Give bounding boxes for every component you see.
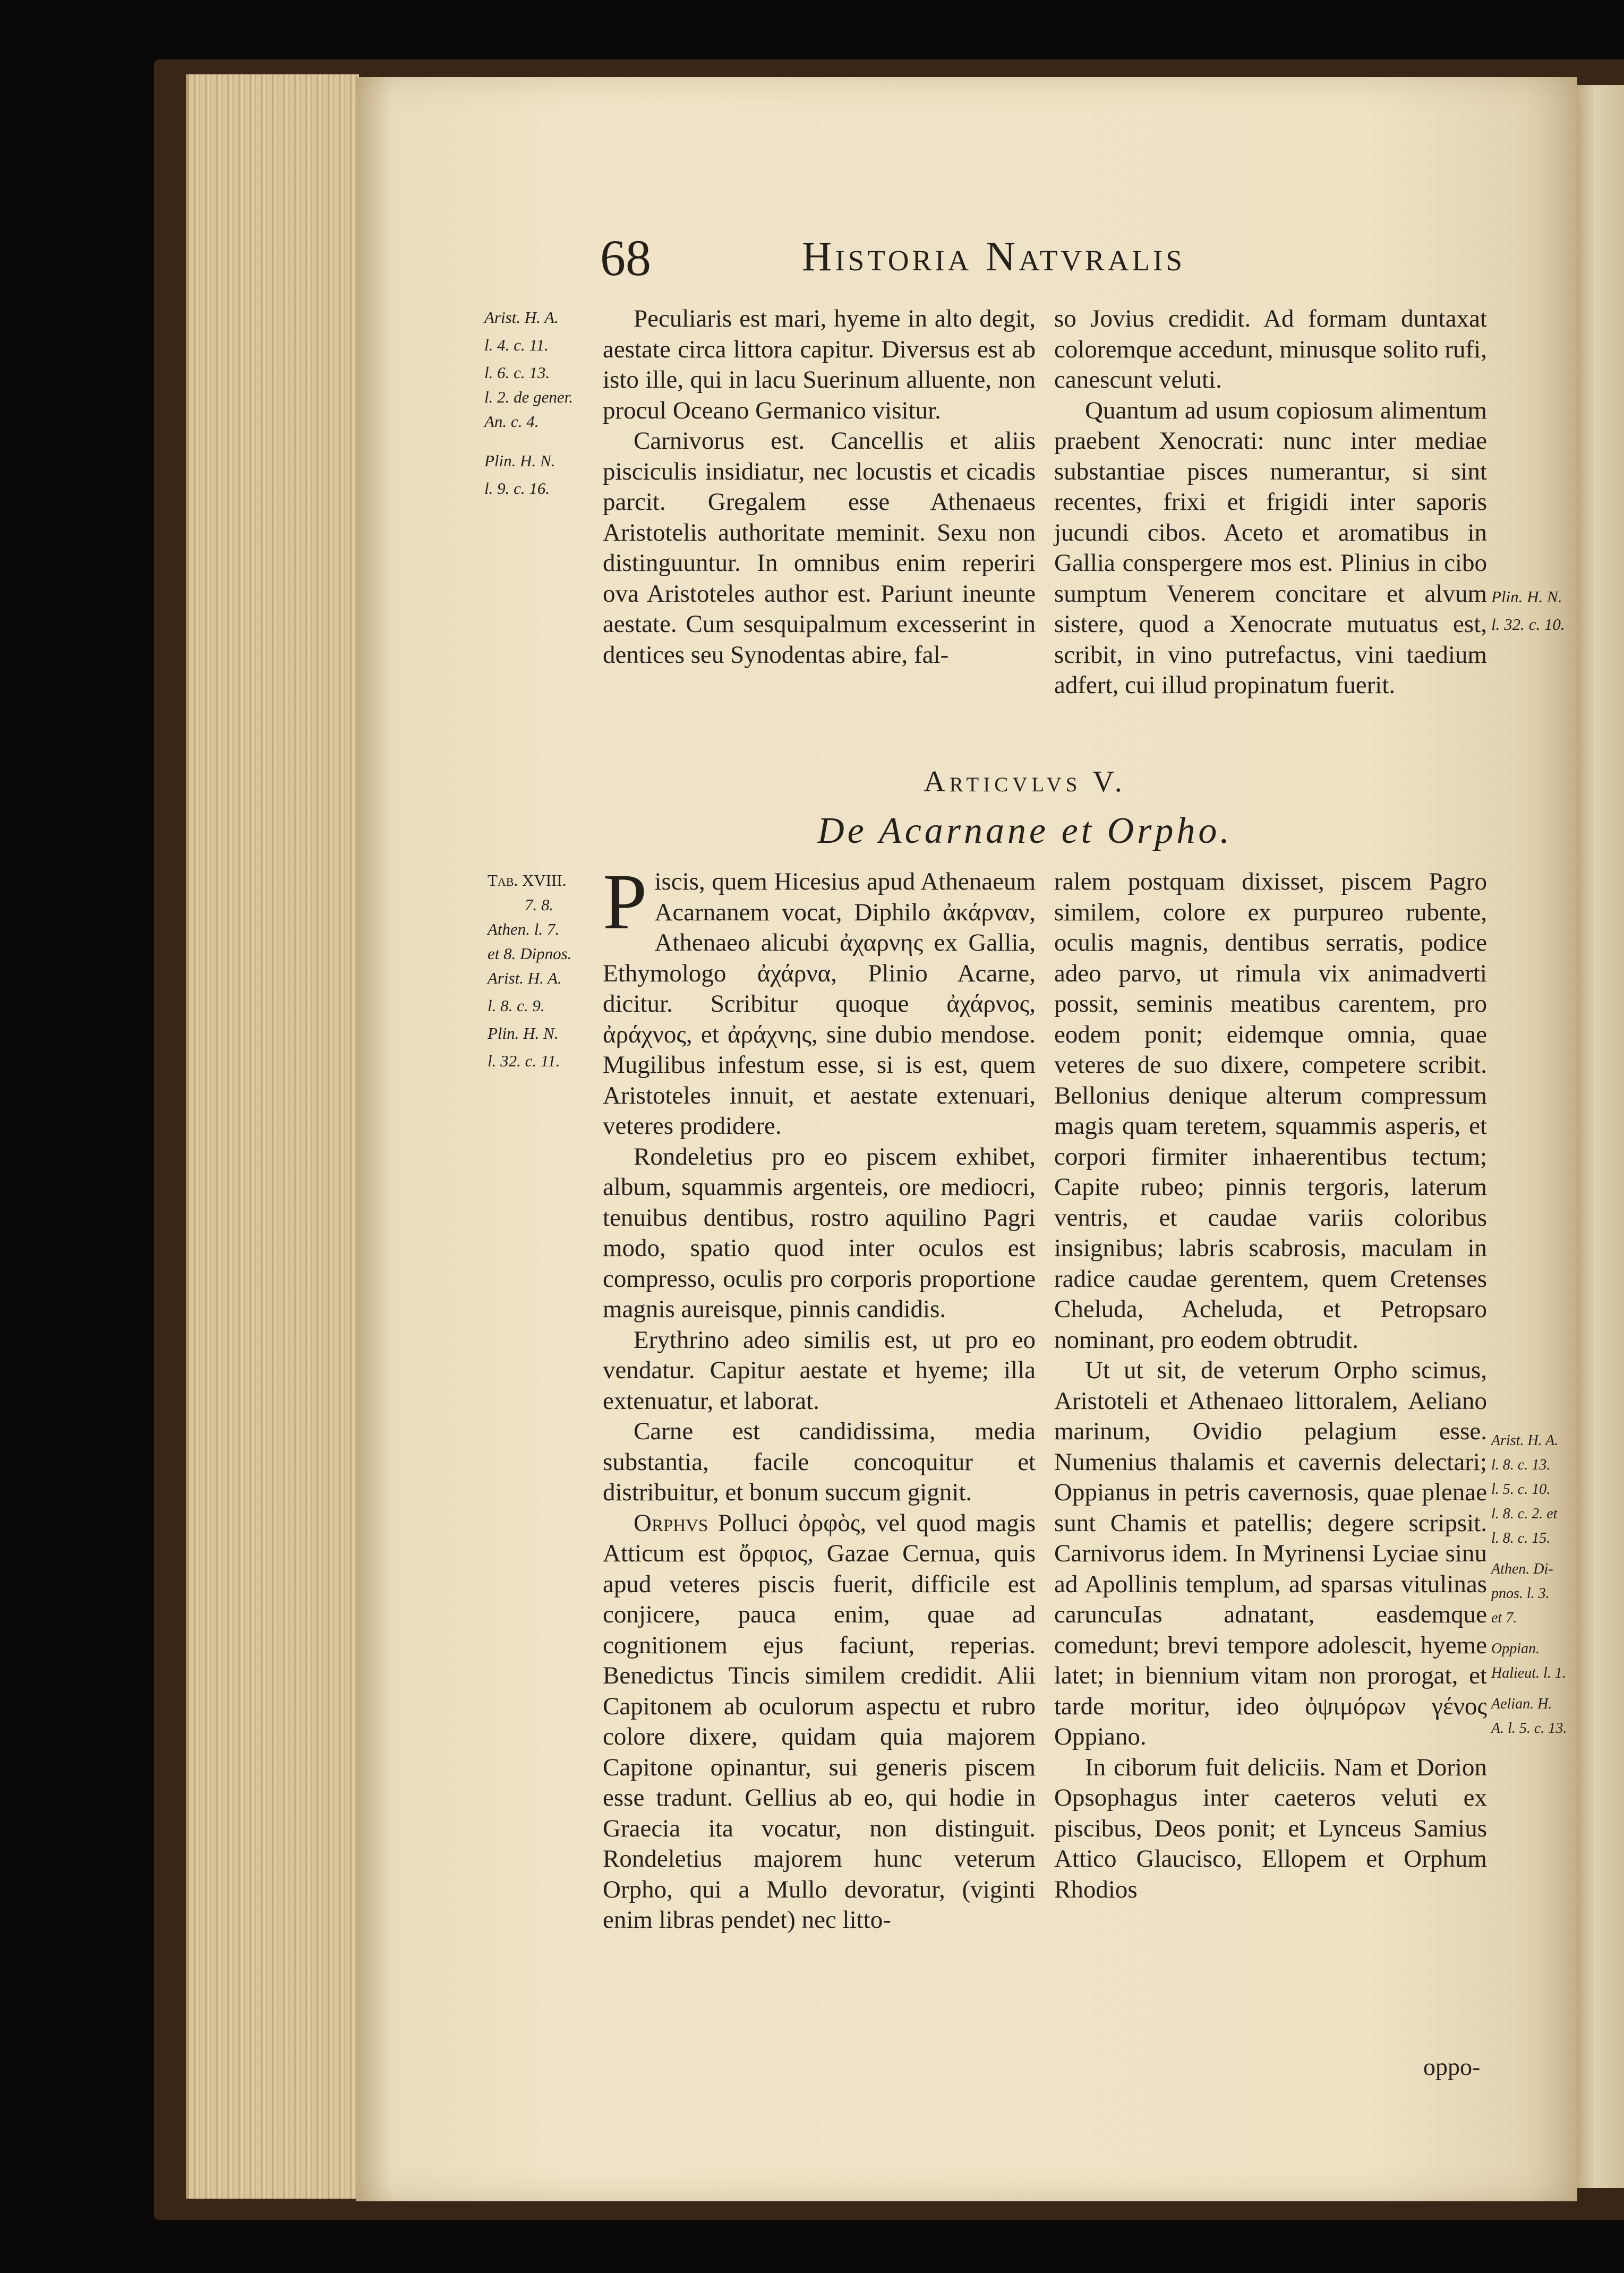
margin-note: An. c. 4. [484,412,539,431]
paragraph-text: Polluci ὀρφὸς, vel quod magis Atticum est ὄρφιος, Gazae Cernua, quis apud veteres piscis fuerit, difficile est conjicere, pauca enim, quae ad cognitionem ejus faciunt, reperias. Benedictus Tincis similem credidit. Alii Capitonem ab oculorum aspectu et rubro colore dixere, quidam quia majorem Capitone opinantur, sui generis piscem esse tradunt. Gellius ab eo, qui hodie in Graecia ita vocatur, non distinguit. Rondeletius majorem hunc veterum Orpho, qui a Mullo devoratur, (viginti enim libras pendet) nec litto- [603,1509,1036,1934]
paragraph [603,1508,1036,1936]
section-lead: Orphvs [634,1509,708,1537]
margin-notes-left-article [488,867,571,1075]
margin-note: l. 8. c. 2. et [1491,1506,1558,1522]
catchword: oppo- [1423,2053,1481,2080]
margin-note: l. 32. c. 11. [488,1052,560,1070]
running-head [595,228,1285,292]
facing-page [1575,85,1624,2188]
paragraph [603,858,1036,1142]
margin-note: pnos. l. 3. [1491,1585,1550,1602]
margin-note: Tab. XVIII. [488,871,567,890]
margin-note: l. 32. c. 10. [1491,615,1565,634]
margin-note: Oppian. [1491,1640,1540,1657]
paragraph: Carne est candidissima, media substantia, facile concoquitur et distribuitur, et bonum succum gignit. [603,1417,1036,1506]
margin-note: Arist. H. A. [484,308,559,327]
paragraph: In ciborum fuit deliciis. Nam et Dorion Opsophagus inter caeteros veluti ex piscibus, Deos ponit; et Lynceus Samius Attico Glaucisco, Ellopem et Orphum Rhodios [1054,1753,1487,1903]
paragraph: Peculiaris est mari, hyeme in alto degit, aestate circa littora capitur. Diversus est ab isto ille, qui in lacu Suerinum alluente, non procul Oceano Germanico visitur. [603,305,1036,424]
margin-note: l. 2. de gener. [484,388,574,406]
margin-note: l. 6. c. 13. [484,363,550,382]
paragraph: Carnivorus est. Cancellis et aliis pisciculis insidiatur, nec locustis et cicadis parcit. Gregalem esse Athenaeus Aristotelis authoritate meminit. Sexu non distinguuntur. In omnibus enim reperiri ova Aristoteles author est. Pariunt ineunte aestate. Cum sesquipalmum excesserint in dentices seu Synodentas abire, fal- [603,427,1036,669]
column-right-top [1054,304,1487,701]
margin-notes-right-article [1491,1429,1567,1741]
page-edges [186,74,359,2199]
margin-note: Athen. l. 7. [488,920,560,938]
margin-note: l. 9. c. 16. [484,479,550,498]
column-right-article [1054,867,1487,1905]
margin-notes-left-top [484,304,573,502]
margin-note: Athen. Di- [1491,1561,1553,1577]
margin-note: l. 8. c. 13. [1491,1457,1551,1473]
margin-note: et 7. [1491,1610,1517,1626]
paragraph-text: iscis, quem Hicesius apud Athenaeum Acarnanem vocat, Diphilo ἀκάρναν, Athenaeo alicubi ἀχαρνης ex Gallia, Ethymologo ἀχάρνα, Plinio Acarne, dicitur. Scribitur quoque ἀχάρνος, ἀράχνος, et ἀράχνης, sine dubio mendose. Mugilibus infestum esse, si is est, quem Aristoteles innuit, et aestate extenuari, veteres prodidere. [603,868,1036,1140]
margin-note: et 8. Dipnos. [488,944,572,963]
paragraph: ralem postquam dixisset, piscem Pagro similem, colore ex purpureo rubente, oculis magnis, dentibus serratis, podice adeo parvo, ut rimula vix animadverti possit, seminis meatibus carentem, pro eodem ponit; eidemque omnia, quae veteres de suo dixere, competere scribit. Bellonius denique alterum compressum magis quam teretem, squammis asperis, et corpori firmiter inhaerentibus tectum; Capite rubeo; pinnis tergoris, laterum ventris, et caudae variis coloribus insignibus; labris scabrosis, maculam in radice caudae gerentem, quem Cretenses Cheluda, Acheluda, et Petropsaro nominant, pro eodem obtrudit. [1054,868,1487,1354]
paragraph: so Jovius credidit. Ad formam duntaxat coloremque accedunt, minusque solito rufi, canescunt veluti. [1054,305,1487,394]
drop-cap: P [603,858,647,946]
margin-note: Arist. H. A. [1491,1432,1559,1449]
margin-note: Arist. H. A. [488,969,562,987]
paragraph: Quantum ad usum copiosum alimentum praebent Xenocrati: nunc inter mediae substantiae pisces numerantur, si sint recentes, frixi et frigidi inter saporis jucundi cibos. Aceto et aromatibus in Gallia conspergere mos est. Plinius in cibo sumptum Venerem concitare et alvum sistere, quod a Xenocrate mutuatus est, scribit, in vino putrefactus, vini taedium adfert, cui illud propinatum fuerit. [1054,396,1487,699]
margin-note: A. l. 5. c. 13. [1491,1720,1567,1737]
margin-note: l. 4. c. 11. [484,336,549,354]
column-left-top [603,304,1036,670]
margin-note: Aelian. H. [1491,1696,1552,1712]
margin-notes-right-top [1491,583,1565,638]
article-subtitle: De Acarnane et Orpho. [817,810,1233,851]
margin-note: Halieut. l. 1. [1491,1665,1566,1681]
page-number: 68 [600,229,651,286]
article-heading: Articvlvs V. [924,765,1126,798]
running-title: Historia Natvralis [802,233,1185,279]
margin-note: Plin. H. N. [484,451,555,470]
paragraph: Ut ut sit, de veterum Orpho scimus, Aristoteli et Athenaeo littoralem, Aeliano marinum, Ovidio pelagium esse. Numenius thalamis et cavernis delectari; Oppianus in petris cavernosis, quae plenae sunt Chamis et patellis; degere scripsit. Carnivorus idem. In Myrinensi Lyciae sinu ad Apollinis templum, ad sparsas vitulinas caruncuIas adnatant, easdemque comedunt; brevi tempore adolescit, hyeme latet; in biennium vitam non prorogat, et tarde moritur, ideo ὀψιμόρων γένος Oppiano. [1054,1356,1487,1750]
margin-note: l. 8. c. 9. [488,996,545,1015]
margin-note: l. 5. c. 10. [1491,1481,1551,1498]
paragraph: Erythrino adeo similis est, ut pro eo vendatur. Capitur aestate et hyeme; illa extenuatur, et laborat. [603,1326,1036,1415]
paragraph: Rondeletius pro eo piscem exhibet, album, squammis argenteis, ore mediocri, tenuibus dentibus, rostro aquilino Pagri modo, spatio quod inter oculos est compresso, oculis pro corporis proportione magnis aureisque, pinnis candidis. [603,1142,1036,1323]
margin-note: 7. 8. [525,895,554,914]
margin-note: Plin. H. N. [1491,587,1562,606]
margin-note: l. 8. c. 15. [1491,1530,1551,1546]
column-left-article [603,858,1036,1936]
margin-note: Plin. H. N. [488,1024,559,1042]
